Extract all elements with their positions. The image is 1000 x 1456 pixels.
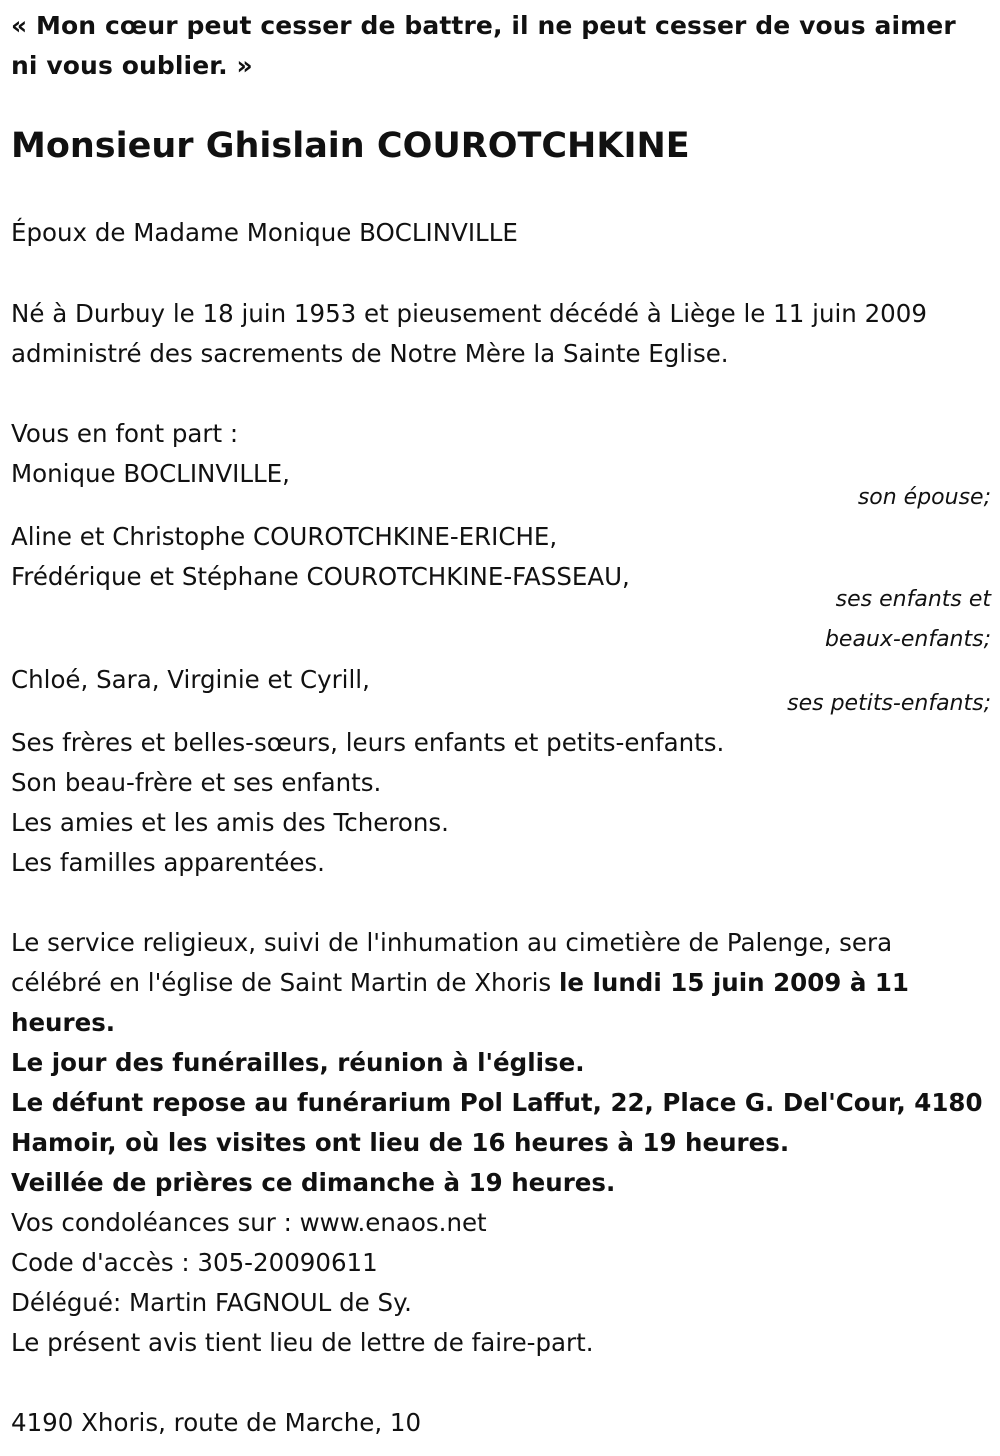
- others-line-4: Les familles apparentées.: [11, 848, 325, 877]
- service-bold-line-1: Le jour des funérailles, réunion à l'église.: [11, 1048, 585, 1077]
- spouse-line: Époux de Madame Monique BOCLINVILLE: [11, 218, 518, 247]
- grandchildren-line: Chloé, Sara, Virginie et Cyrill,: [11, 665, 370, 694]
- service-date: le lundi 15 juin 2009 à 11: [558, 968, 909, 997]
- children-line-2: Frédérique et Stéphane COUROTCHKINE-FASSEAU,: [11, 562, 630, 591]
- service-line-1: Le service religieux, suivi de l'inhumation au cimetière de Palenge, sera: [11, 928, 893, 957]
- children-role-1: ses enfants et: [835, 587, 991, 612]
- service-line-3: heures.: [11, 1008, 116, 1037]
- others-line-2: Son beau-frère et ses enfants.: [11, 768, 382, 797]
- service-line-2: [11, 963, 909, 1003]
- delegate-line: Délégué: Martin FAGNOUL de Sy.: [11, 1288, 412, 1317]
- service-bold-line-2: Le défunt repose au funérarium Pol Laffut, 22, Place G. Del'Cour, 4180: [11, 1088, 983, 1117]
- deceased-name: Monsieur Ghislain COUROTCHKINE: [11, 126, 690, 166]
- address-line: 4190 Xhoris, route de Marche, 10: [11, 1408, 422, 1437]
- epigraph-quote: « Mon cœur peut cesser de battre, il ne peut cesser de vous aimer ni vous oublier. »: [11, 11, 956, 80]
- children-line-1: Aline et Christophe COUROTCHKINE-ERICHE,: [11, 522, 558, 551]
- spouse-name: Monique BOCLINVILLE,: [11, 459, 290, 488]
- service-bold-line-3: Hamoir, où les visites ont lieu de 16 heures à 19 heures.: [11, 1128, 790, 1157]
- spouse-role: son épouse;: [857, 485, 991, 510]
- children-role-2: beaux-enfants;: [824, 627, 991, 652]
- access-code-line: Code d'accès : 305-20090611: [11, 1248, 378, 1277]
- service-location: célébré en l'église de Saint Martin de Xhoris: [11, 968, 559, 997]
- condolences-line: Vos condoléances sur : www.enaos.net: [11, 1208, 487, 1237]
- birth-death-line-1: Né à Durbuy le 18 juin 1953 et pieusement décédé à Liège le 11 juin 2009: [11, 299, 927, 328]
- others-line-3: Les amies et les amis des Tcherons.: [11, 808, 449, 837]
- grandchildren-role: ses petits-enfants;: [787, 691, 991, 716]
- others-line-1: Ses frères et belles-sœurs, leurs enfants et petits-enfants.: [11, 728, 725, 757]
- birth-death-line-2: administré des sacrements de Notre Mère la Sainte Eglise.: [11, 339, 729, 368]
- service-bold-line-4: Veillée de prières ce dimanche à 19 heures.: [11, 1168, 616, 1197]
- announce-line: Vous en font part :: [11, 419, 239, 448]
- notice-line: Le présent avis tient lieu de lettre de faire-part.: [11, 1328, 594, 1357]
